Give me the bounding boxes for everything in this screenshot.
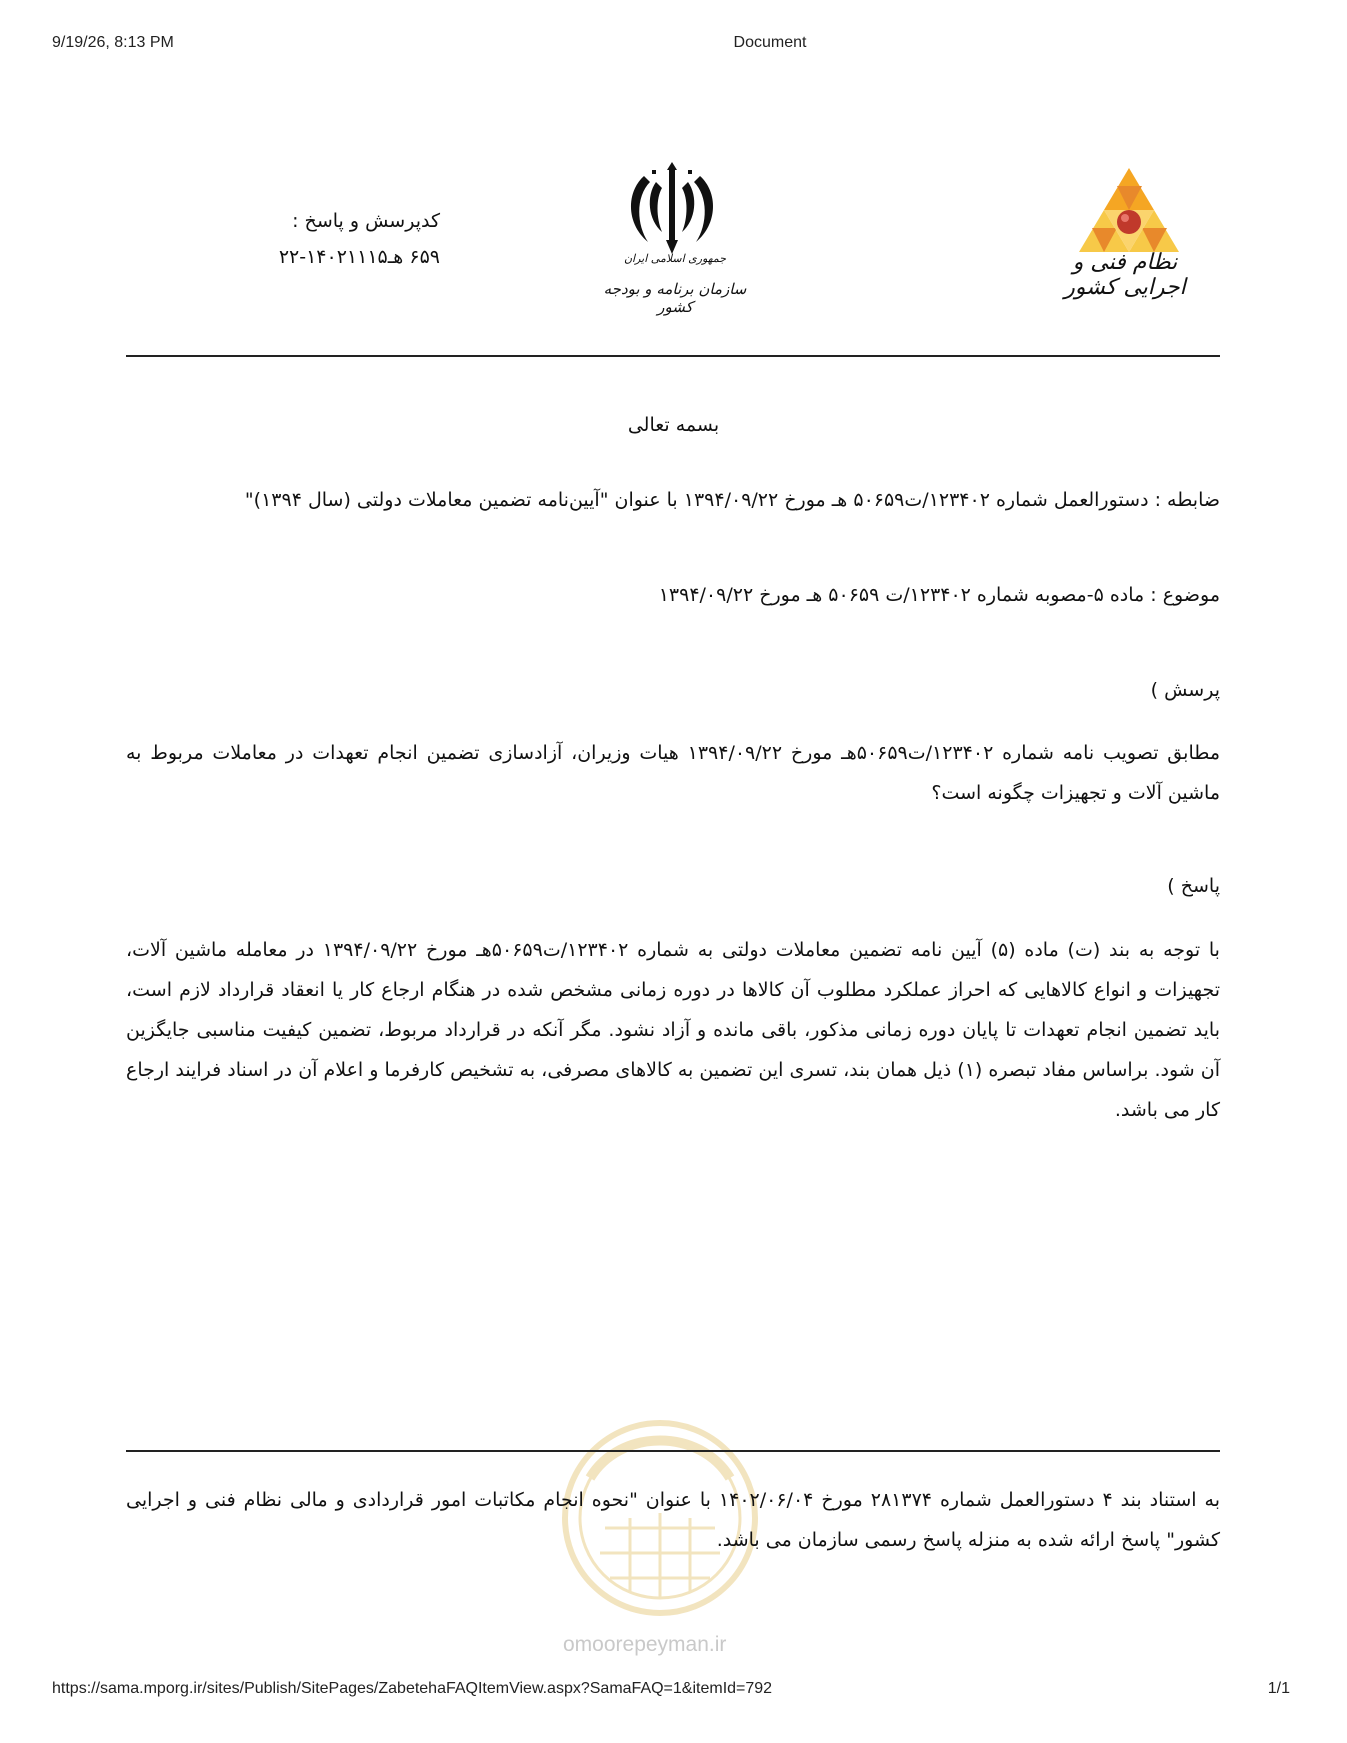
watermark-site: omoorepeyman.ir xyxy=(563,1633,727,1656)
iran-emblem-icon xyxy=(622,162,722,258)
subject-line: موضوع : ماده ۵-مصوبه شماره ۱۲۳۴۰۲/ت ۵۰۶۵۹ هـ مورخ ۱۳۹۴/۰۹/۲۲ xyxy=(658,584,1220,606)
header-divider xyxy=(126,355,1220,357)
print-url[interactable]: https://sama.mporg.ir/sites/Publish/SitePages/ZabetehaFAQItemView.aspx?SamaFAQ=1&itemId=792 xyxy=(52,1680,773,1697)
code-label: کدپرسش و پاسخ : xyxy=(292,210,440,232)
basmala: بسمه تعالی xyxy=(627,414,720,436)
zabete-line: ضابطه : دستورالعمل شماره ۱۲۳۴۰۲/ت۵۰۶۵۹ هـ مورخ ۱۳۹۴/۰۹/۲۲ با عنوان "آیین‌نامه تضمین معاملات دولتی (سال ۱۳۹۴)" xyxy=(244,489,1220,511)
emblem-line2: سازمان برنامه و بودجه کشور xyxy=(603,280,747,316)
code-value: ۶۵۹ هـ۱۴۰۲۱۱۱۵-۲۲ xyxy=(278,246,440,268)
question-label: پرسش ) xyxy=(1150,679,1220,701)
question-text: مطابق تصویب نامه شماره ۱۲۳۴۰۲/ت۵۰۶۵۹هـ مورخ ۱۳۹۴/۰۹/۲۲ هیات وزیران، آزادسازی تضمین انجام تعهدات در معاملات مربوط به ماشین آلات و تجهیزات چگونه است؟ xyxy=(126,742,1220,804)
print-datetime: 9/19/26, 8:13 PM xyxy=(52,34,174,51)
emblem-line1: جمهوری اسلامی ایران xyxy=(623,252,727,265)
footnote: به استناد بند ۴ دستورالعمل شماره ۲۸۱۳۷۴ مورخ ۱۴۰۲/۰۶/۰۴ با عنوان "نحوه انجام مکاتبات امور قراردادی و مالی نظام فنی و اجرایی کشور" پاسخ ارائه شده به منزله پاسخ رسمی سازمان می باشد. xyxy=(126,1489,1220,1551)
answer-label: پاسخ ) xyxy=(1167,875,1220,897)
print-title: Document xyxy=(733,34,807,51)
nezam-logo-text: نظام فنی و اجرایی کشور xyxy=(1064,250,1186,300)
print-page-number: 1/1 xyxy=(1267,1680,1290,1697)
footer-divider xyxy=(126,1450,1220,1452)
answer-text: با توجه به بند (ت) ماده (۵) آیین نامه تضمین معاملات دولتی به شماره ۱۲۳۴۰۲/ت۵۰۶۵۹هـ مورخ ۱۳۹۴/۰۹/۲۲ در معامله ماشین آلات، تجهیزات و انواع کالاهایی که احراز عملکرد مطلوب آن کالاها در دوره زمانی مشخص شده در هنگام ارجاع کار یا انعقاد قرارداد لازم است، باید تضمین انجام تعهدات تا پایان دوره زمانی مذکور، باقی مانده و آزاد نشود. مگر آنکه در قرارداد مربوط، تضمین کیفیت مناسبی جایگزین آن شود. براساس مفاد تبصره (۱) ذیل همان بند، تسری این تضمین به کالاهای مصرفی، به تشخیص کارفرما و اعلام آن در اسناد فرایند ارجاع کار می باشد. xyxy=(126,939,1220,1121)
